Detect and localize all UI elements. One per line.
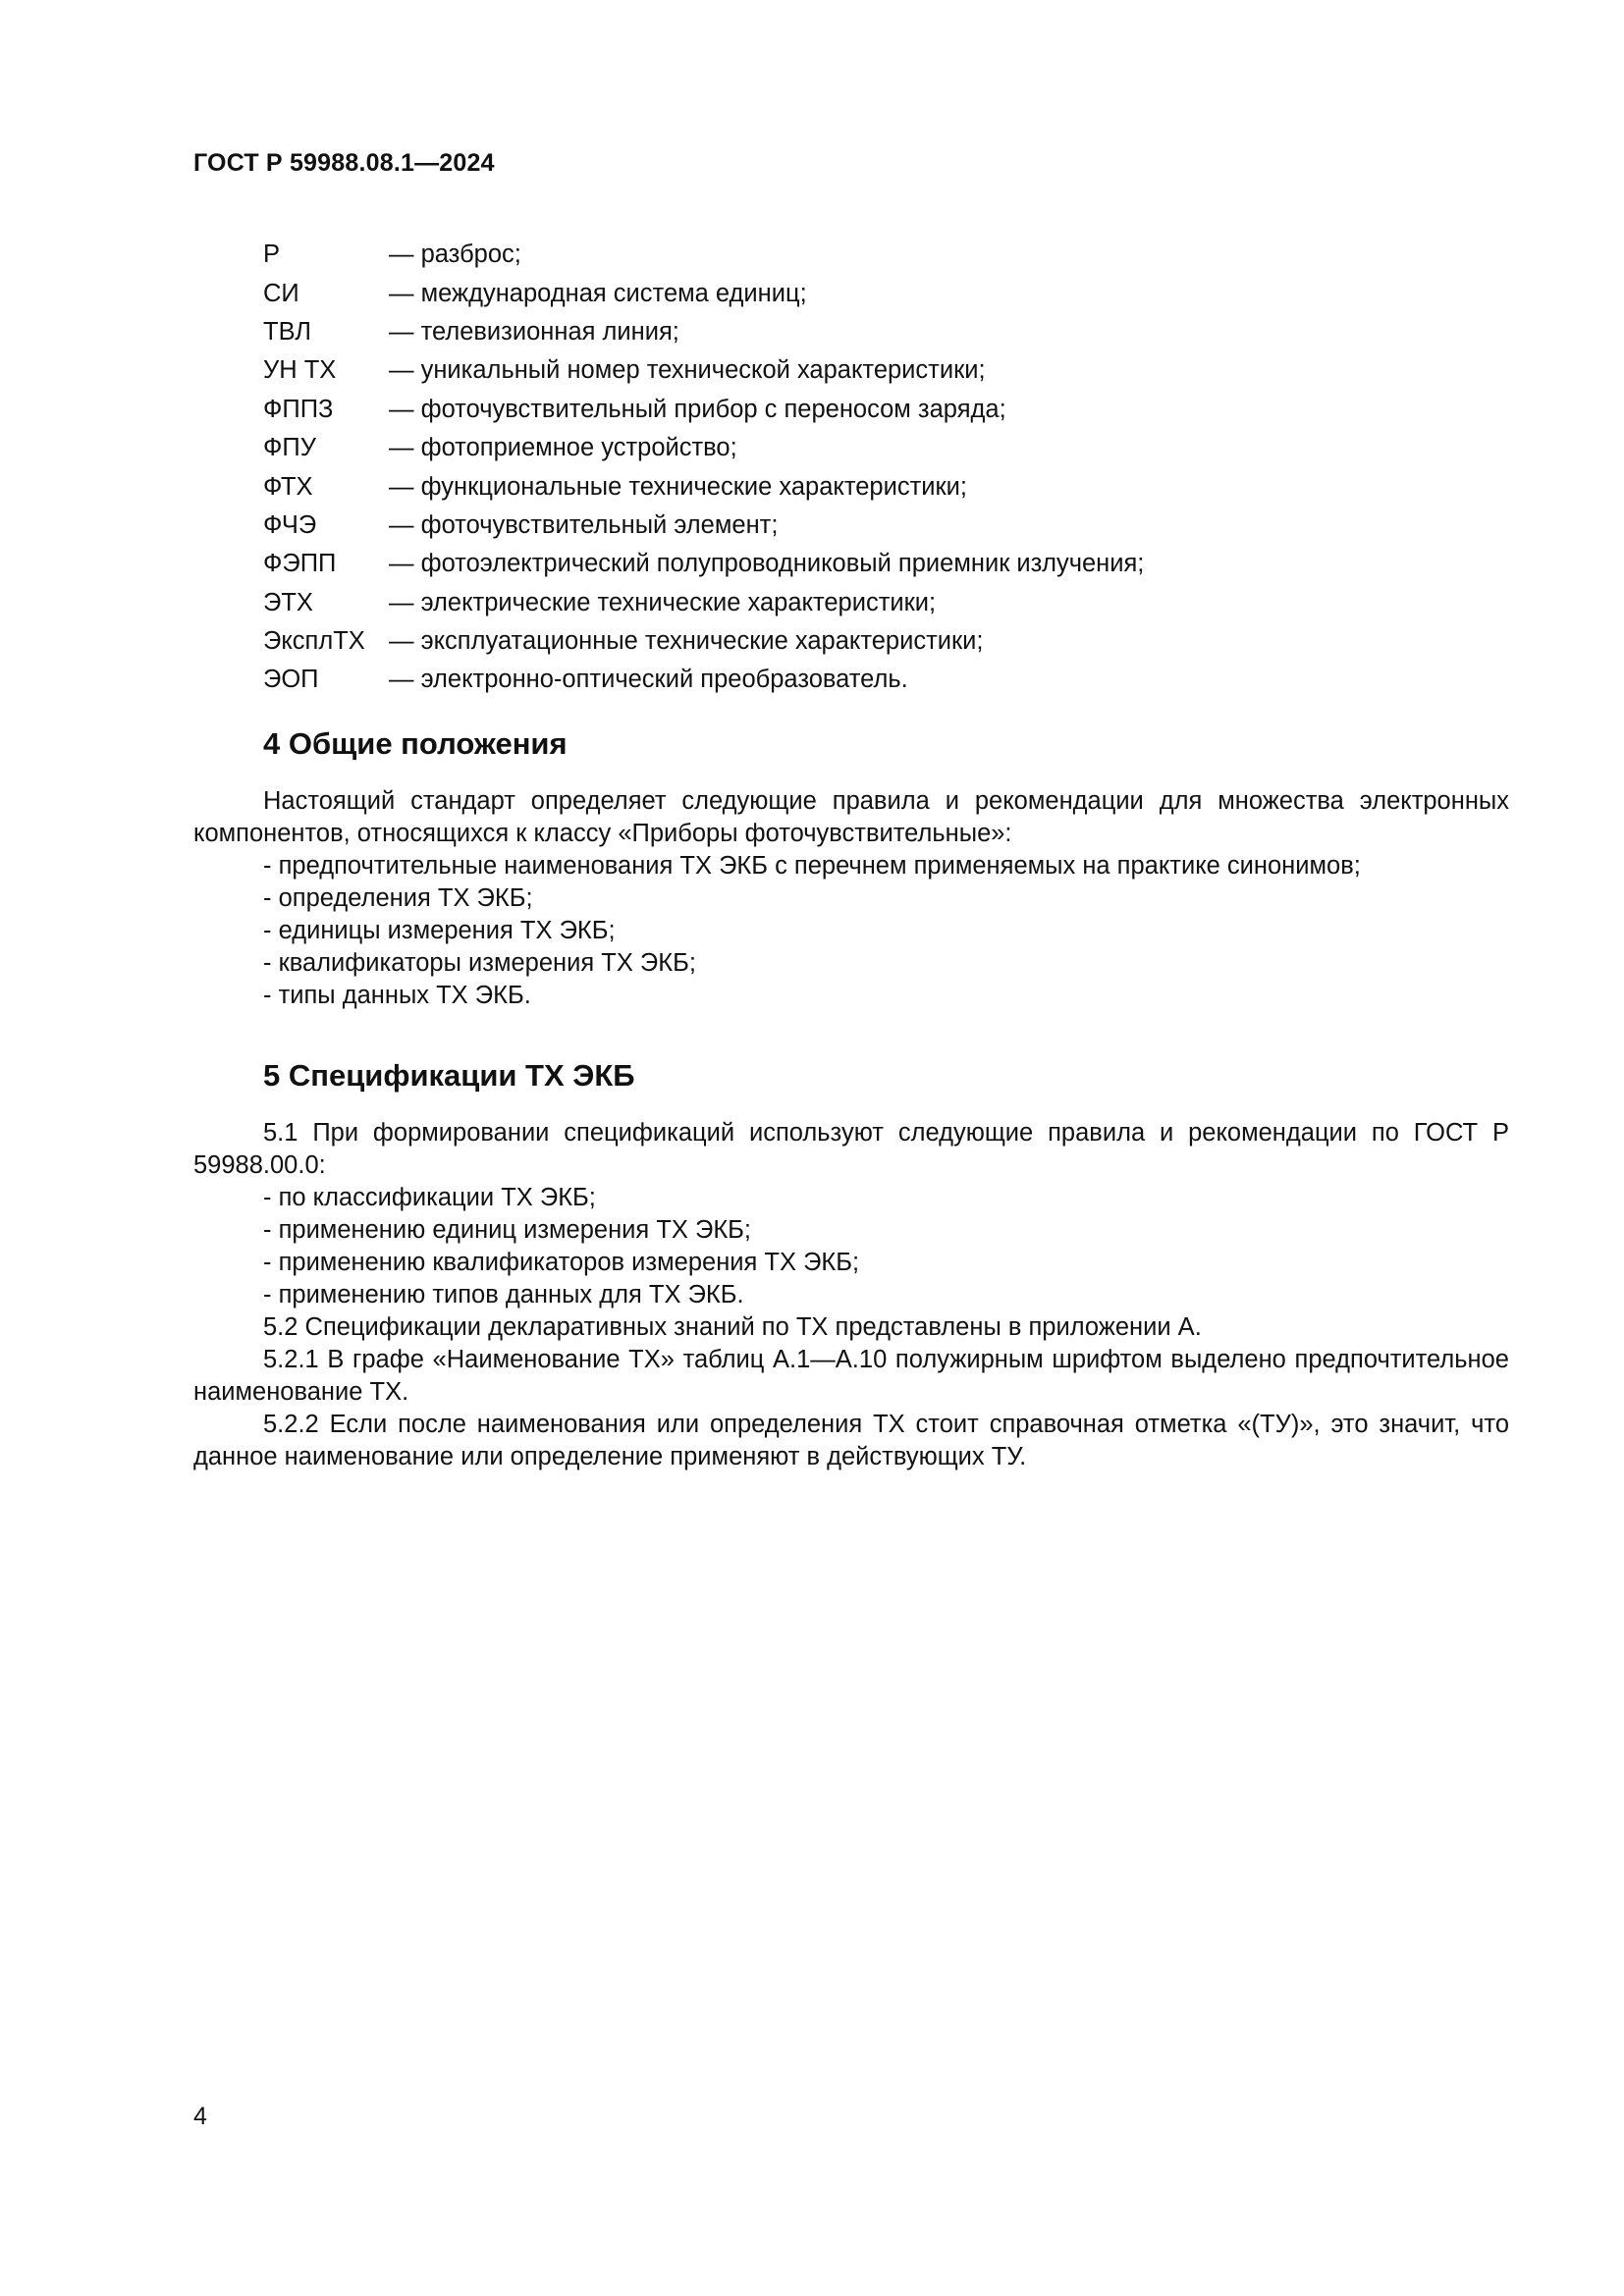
paragraph-5-2: 5.2 Спецификации декларативных знаний по ТХ представлены в приложении А. bbox=[263, 1313, 1202, 1341]
abbreviation-row bbox=[263, 584, 1343, 622]
paragraph-5-1: 5.1 При формировании спецификаций используют следующие правила и рекомендации по ГОСТ Р 59988.00.0: bbox=[193, 1119, 1509, 1179]
abbreviation-definition: — разброс; bbox=[389, 240, 521, 269]
list-item: - применению квалификаторов измерения ТХ ЭКБ; bbox=[263, 1249, 860, 1276]
abbreviation-definition: — электронно-оптический преобразователь. bbox=[389, 666, 908, 694]
abbreviation-definition: — уникальный номер технической характеристики; bbox=[389, 356, 986, 385]
section-5-title: 5 Спецификации ТХ ЭКБ bbox=[263, 1058, 635, 1093]
section-4-title: 4 Общие положения bbox=[263, 726, 568, 761]
list-item: - единицы измерения ТХ ЭКБ; bbox=[263, 917, 616, 944]
abbreviation-row bbox=[263, 429, 1343, 467]
abbreviation-row bbox=[263, 313, 1343, 351]
abbreviation-term: ЭОП bbox=[263, 666, 319, 694]
list-item: - квалификаторы измерения ТХ ЭКБ; bbox=[263, 949, 696, 977]
abbreviation-definition: — эксплуатационные технические характеристики; bbox=[389, 627, 984, 656]
section-5 bbox=[193, 1058, 1509, 1473]
abbreviation-definition: — электрические технические характеристики; bbox=[389, 588, 937, 616]
list-item: - типы данных ТХ ЭКБ. bbox=[263, 982, 531, 1009]
abbreviation-row bbox=[263, 507, 1343, 545]
abbreviation-term: ФЧЭ bbox=[263, 510, 317, 539]
abbreviation-term: ЭТХ bbox=[263, 588, 313, 616]
abbreviation-row bbox=[263, 467, 1343, 506]
section-4-intro: Настоящий стандарт определяет следующие правила и рекомендации для множества электронных компонентов, относящихся к классу «Приборы фоточувствительные»: bbox=[193, 787, 1509, 847]
abbreviation-row bbox=[263, 622, 1343, 661]
abbreviation-row bbox=[263, 274, 1343, 312]
abbreviation-definition: — функциональные технические характеристики; bbox=[389, 472, 967, 501]
list-item: - применению единиц измерения ТХ ЭКБ; bbox=[263, 1216, 751, 1244]
list-item: - определения ТХ ЭКБ; bbox=[263, 884, 533, 912]
abbreviation-term: ТВЛ bbox=[263, 317, 312, 346]
abbreviation-term: УН ТХ bbox=[263, 356, 337, 385]
abbreviation-row bbox=[263, 661, 1343, 699]
abbreviation-row bbox=[263, 545, 1343, 583]
paragraph-5-2-1: 5.2.1 В графе «Наименование ТХ» таблиц А.1—А.10 полужирным шрифтом выделено предпочтительное наименование ТХ. bbox=[193, 1346, 1509, 1406]
abbreviation-definition: — фоточувствительный элемент; bbox=[389, 510, 779, 539]
abbreviation-term: Р bbox=[263, 240, 281, 269]
abbreviation-term: СИ bbox=[263, 279, 299, 307]
document-header: ГОСТ Р 59988.08.1—2024 bbox=[193, 149, 495, 177]
list-item: - по классификации ТХ ЭКБ; bbox=[263, 1184, 596, 1211]
paragraph-5-2-2: 5.2.2 Если после наименования или определения ТХ стоит справочная отметка «(ТУ)», это значит, что данное наименование или определение применяют в действующих ТУ. bbox=[193, 1411, 1509, 1470]
abbreviation-row bbox=[263, 391, 1343, 429]
abbreviation-row bbox=[263, 236, 1343, 274]
abbreviation-row bbox=[263, 351, 1343, 390]
list-item: - предпочтительные наименования ТХ ЭКБ с перечнем применяемых на практике синонимов; bbox=[263, 852, 1361, 880]
page-number: 4 bbox=[193, 2103, 207, 2130]
abbreviation-definition: — телевизионная линия; bbox=[389, 317, 679, 346]
abbreviation-term: ФППЗ bbox=[263, 395, 334, 423]
abbreviation-term: ЭксплТХ bbox=[263, 627, 365, 656]
abbreviation-definition: — фотоприемное устройство; bbox=[389, 434, 737, 462]
abbreviation-definition: — фоточувствительный прибор с переносом заряда; bbox=[389, 395, 1006, 423]
abbreviation-definition: — международная система единиц; bbox=[389, 279, 807, 307]
abbreviation-definition: — фотоэлектрический полупроводниковый приемник излучения; bbox=[389, 550, 1145, 578]
section-4 bbox=[193, 726, 1509, 1012]
abbreviation-term: ФПУ bbox=[263, 434, 316, 462]
list-item: - применению типов данных для ТХ ЭКБ. bbox=[263, 1281, 744, 1308]
abbreviation-term: ФЭПП bbox=[263, 550, 337, 578]
abbreviation-term: ФТХ bbox=[263, 472, 313, 501]
abbreviation-list bbox=[263, 236, 1343, 700]
